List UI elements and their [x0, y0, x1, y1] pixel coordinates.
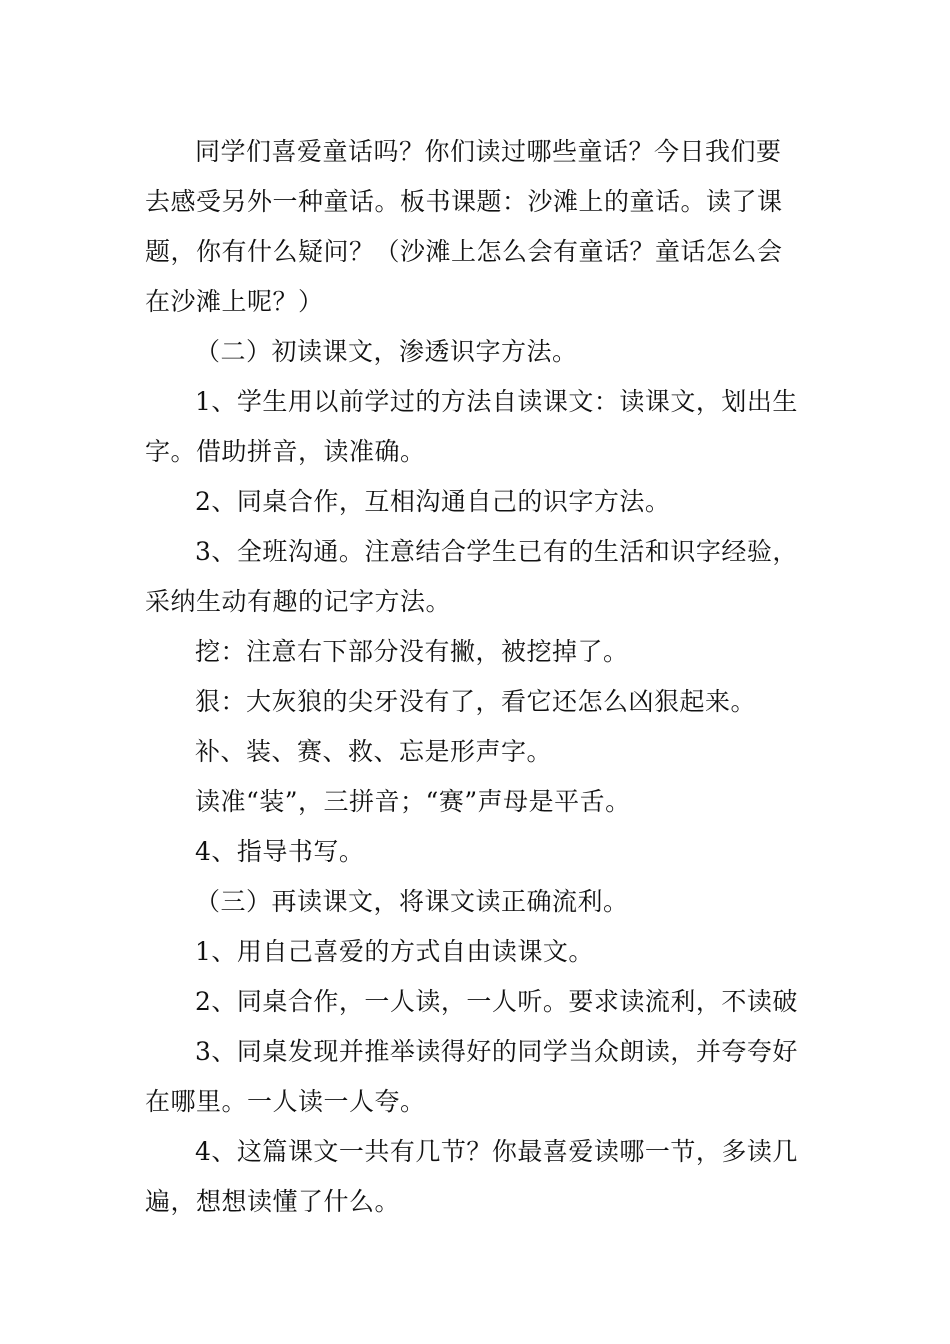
paragraph-step-4: 4、指导书写。	[195, 837, 365, 866]
paragraph-pronunciation: 读准“装”，三拼音；“赛”声母是平舌。	[195, 787, 631, 816]
document-body	[145, 127, 805, 1227]
paragraph-step-3: 3、全班沟通。注意结合学生已有的生活和识字经验，采纳生动有趣的记字方法。	[145, 537, 798, 616]
paragraph-reread-4: 4、这篇课文一共有几节？你最喜爱读哪一节，多读几遍，想想读懂了什么。	[145, 1137, 798, 1216]
paragraph-reread-1: 1、用自己喜爱的方式自由读课文。	[195, 937, 594, 966]
paragraph-step-2: 2、同桌合作，互相沟通自己的识字方法。	[195, 487, 671, 516]
section-heading-2: （二）初读课文，渗透识字方法。	[195, 337, 578, 366]
paragraph-character-hen: 狠：大灰狼的尖牙没有了，看它还怎么凶狠起来。	[195, 687, 757, 716]
paragraph-reread-2: 2、同桌合作，一人读，一人听。要求读流利，不读破	[195, 987, 798, 1016]
section-heading-3: （三）再读课文，将课文读正确流利。	[195, 887, 629, 916]
paragraph-reread-3: 3、同桌发现并推举读得好的同学当众朗读，并夸夸好在哪里。一人读一人夸。	[145, 1037, 798, 1116]
paragraph-character-wa: 挖：注意右下部分没有撇，被挖掉了。	[195, 637, 629, 666]
paragraph-intro: 同学们喜爱童话吗？你们读过哪些童话？今日我们要去感受另外一种童话。板书课题：沙滩上的童话。读了课题，你有什么疑问？（沙滩上怎么会有童话？童话怎么会在沙滩上呢？）	[145, 137, 783, 316]
paragraph-step-1: 1、学生用以前学过的方法自读课文：读课文，划出生字。借助拼音，读准确。	[145, 387, 798, 466]
paragraph-phonetic-characters: 补、装、赛、救、忘是形声字。	[195, 737, 553, 766]
